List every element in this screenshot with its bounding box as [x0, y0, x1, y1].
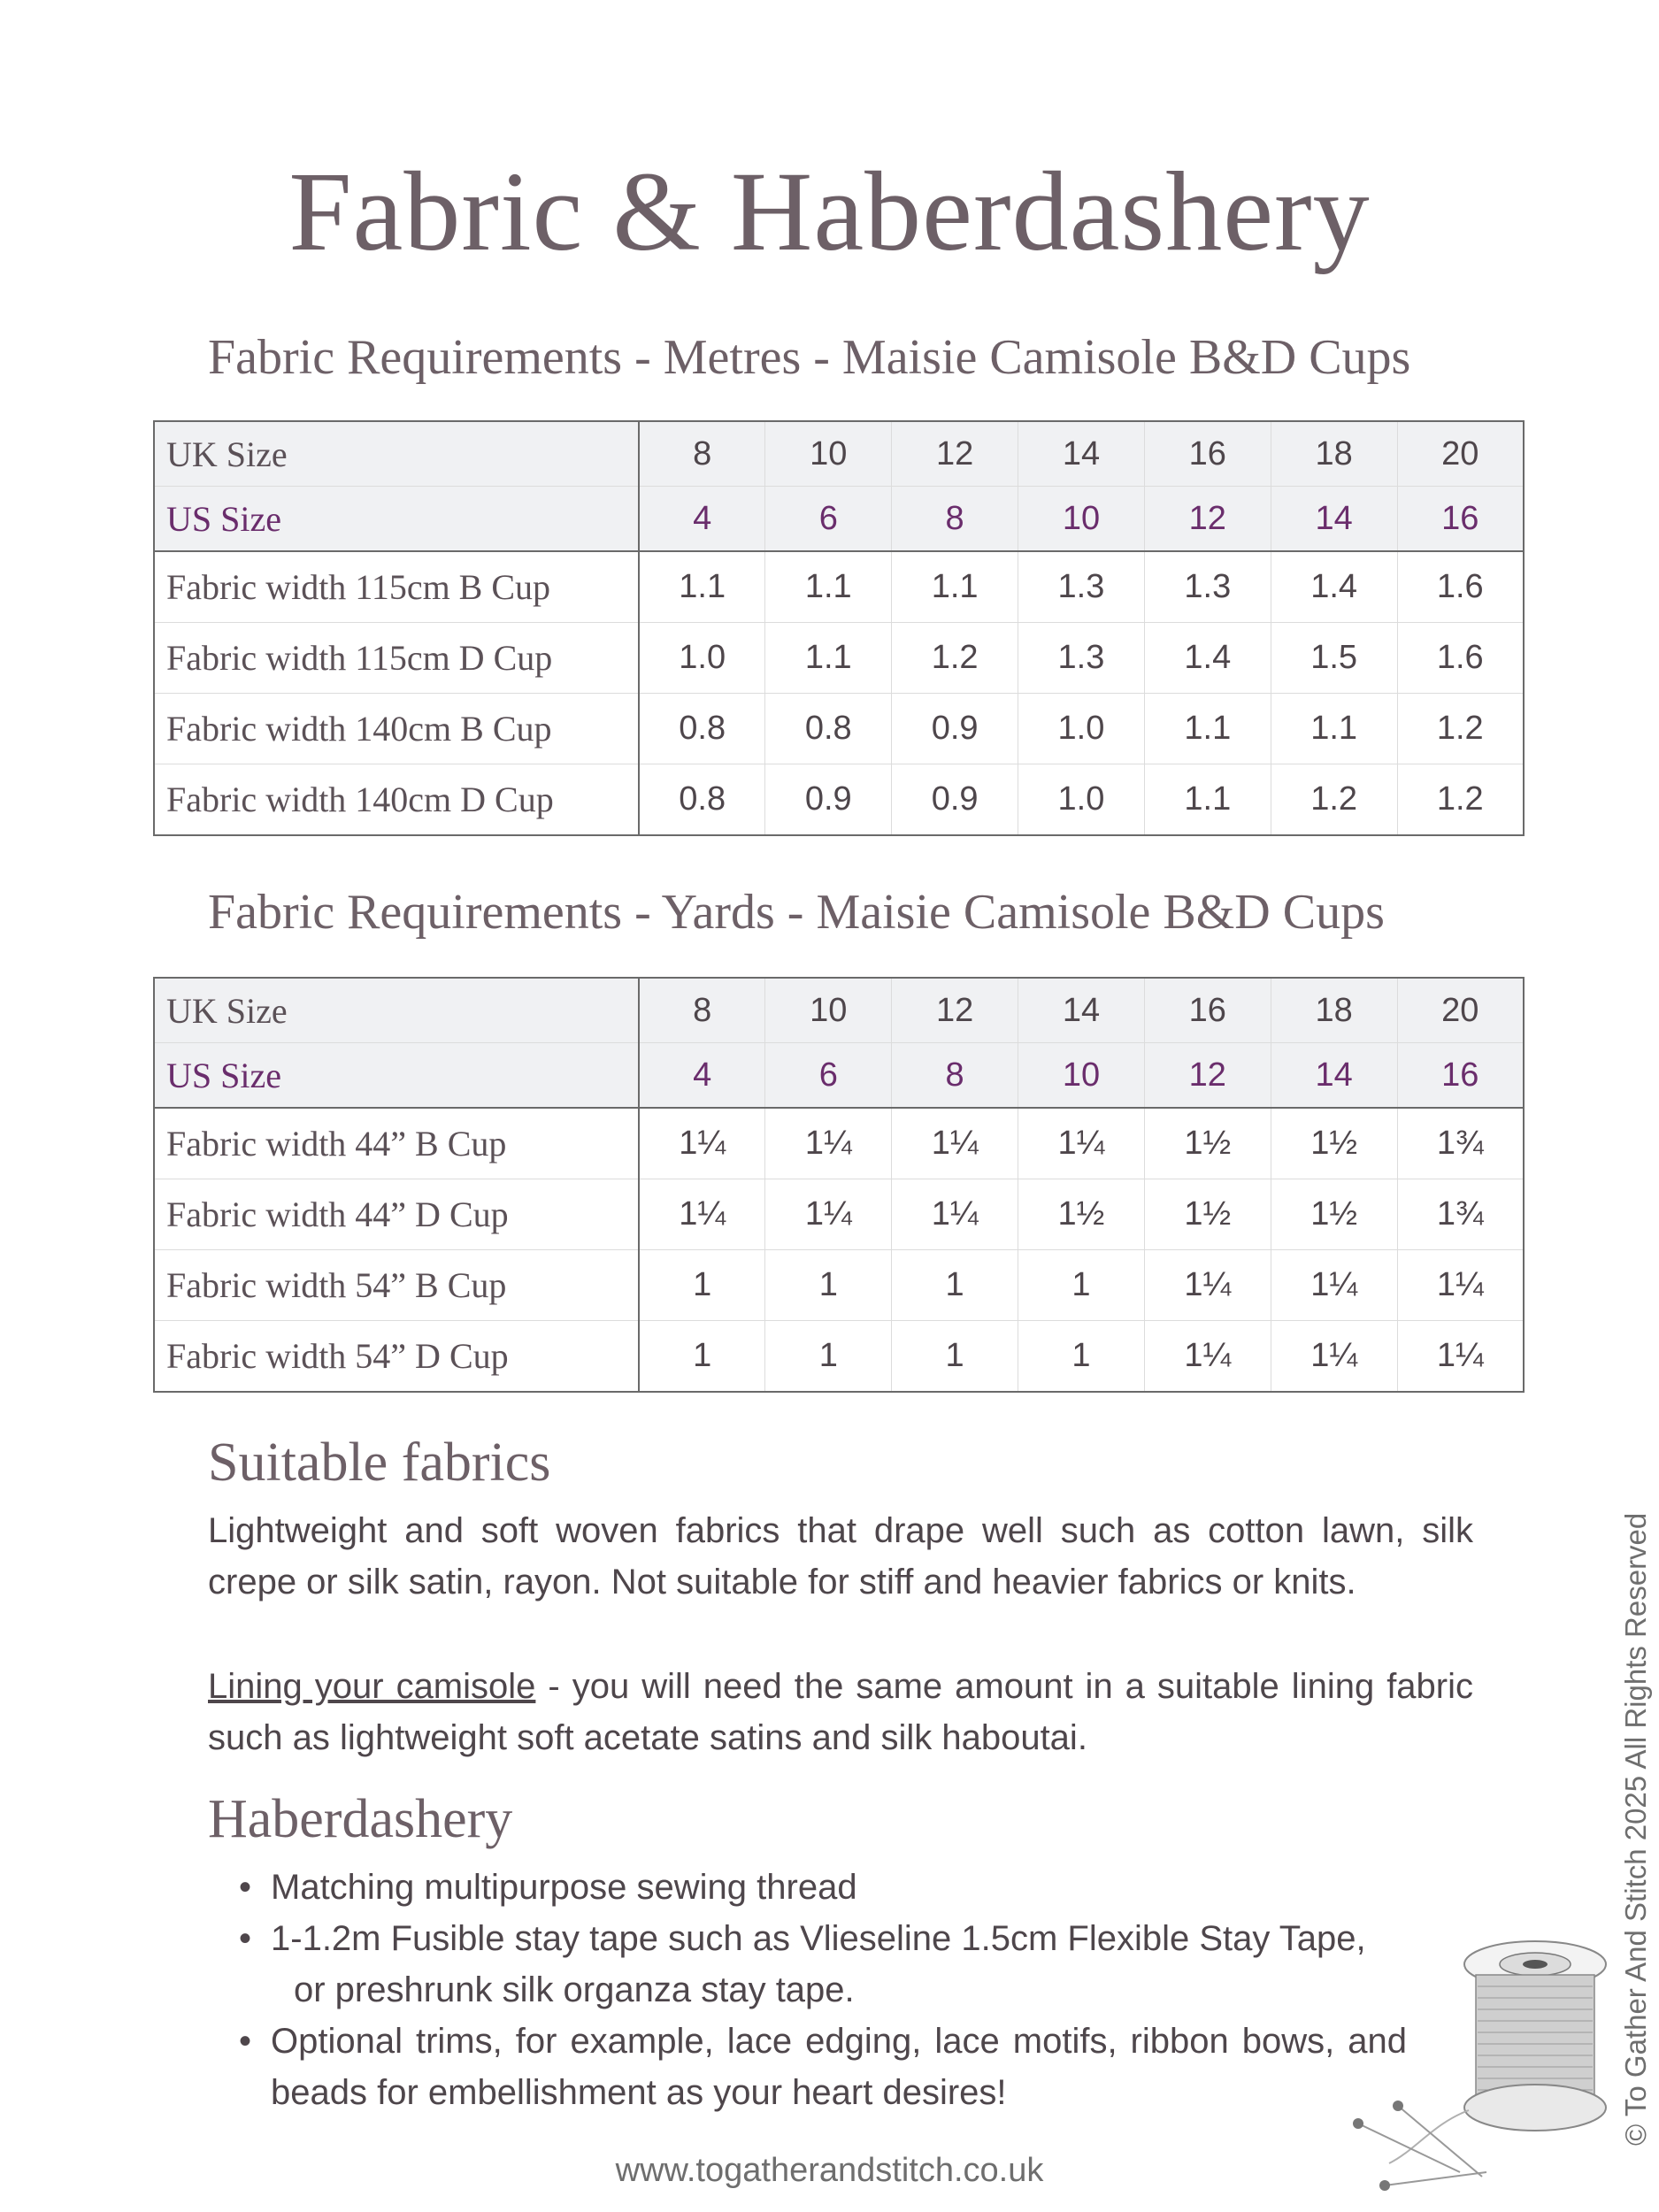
value-cell: 0.8 — [639, 694, 765, 764]
table-row — [154, 764, 1524, 836]
us-size-cell: 4 — [639, 487, 765, 552]
value-cell: 1½ — [1144, 1179, 1271, 1250]
us-size-cell: 8 — [892, 1043, 1018, 1109]
uk-size-label: UK Size — [154, 421, 639, 487]
row-label: Fabric width 54” B Cup — [154, 1250, 639, 1321]
value-cell: 1.0 — [639, 623, 765, 694]
value-cell: 1½ — [1144, 1108, 1271, 1179]
metres-table-heading: Fabric Requirements - Metres - Maisie Camisole B&D Cups — [208, 330, 1411, 385]
uk-size-row — [154, 421, 1524, 487]
value-cell: 1.0 — [1018, 764, 1145, 836]
uk-size-cell: 16 — [1144, 421, 1271, 487]
value-cell: 1¼ — [1271, 1250, 1397, 1321]
uk-size-row — [154, 978, 1524, 1043]
suitable-fabrics-heading: Suitable fabrics — [208, 1432, 551, 1493]
list-item — [239, 1862, 1407, 1913]
value-cell: 0.8 — [765, 694, 892, 764]
value-cell: 1.0 — [1018, 694, 1145, 764]
us-size-label: US Size — [154, 487, 639, 552]
haberdashery-heading: Haberdashery — [208, 1789, 513, 1849]
value-cell: 1 — [892, 1250, 1018, 1321]
uk-size-cell: 20 — [1397, 978, 1524, 1043]
value-cell: 1¼ — [639, 1179, 765, 1250]
value-cell: 1¼ — [765, 1108, 892, 1179]
row-label: Fabric width 115cm B Cup — [154, 551, 639, 623]
us-size-cell: 16 — [1397, 487, 1524, 552]
list-item-text: Optional trims, for example, lace edging, lace motifs, ribbon bows, and beads for embellishment as your heart desires! — [271, 2022, 1407, 2112]
value-cell: 1 — [639, 1321, 765, 1393]
us-size-cell: 6 — [765, 487, 892, 552]
us-size-label: US Size — [154, 1043, 639, 1109]
value-cell: 1¾ — [1397, 1108, 1524, 1179]
value-cell: 1¼ — [1144, 1321, 1271, 1393]
value-cell: 1.2 — [1397, 764, 1524, 836]
us-size-cell: 6 — [765, 1043, 892, 1109]
list-item-text: Matching multipurpose sewing thread — [271, 1868, 857, 1907]
value-cell: 1.2 — [1397, 694, 1524, 764]
value-cell: 1¼ — [1018, 1108, 1145, 1179]
row-label: Fabric width 140cm B Cup — [154, 694, 639, 764]
value-cell: 1 — [765, 1250, 892, 1321]
lining-link[interactable]: Lining your camisole — [208, 1667, 536, 1706]
metres-requirements-table — [153, 420, 1525, 836]
uk-size-cell: 10 — [765, 421, 892, 487]
uk-size-cell: 14 — [1018, 421, 1145, 487]
lining-text: - you will need the same amount in a suitable lining fabric such as lightweight soft acetate satins and silk haboutai. — [208, 1667, 1473, 1757]
row-label: Fabric width 44” D Cup — [154, 1179, 639, 1250]
uk-size-cell: 10 — [765, 978, 892, 1043]
value-cell: 0.9 — [765, 764, 892, 836]
row-label: Fabric width 54” D Cup — [154, 1321, 639, 1393]
value-cell: 1.4 — [1144, 623, 1271, 694]
value-cell: 0.9 — [892, 764, 1018, 836]
value-cell: 1½ — [1018, 1179, 1145, 1250]
value-cell: 1.2 — [892, 623, 1018, 694]
table-row — [154, 551, 1524, 623]
value-cell: 1.1 — [1144, 764, 1271, 836]
table-row — [154, 1108, 1524, 1179]
value-cell: 1¼ — [892, 1108, 1018, 1179]
value-cell: 0.9 — [892, 694, 1018, 764]
copyright-notice: © To Gather And Stitch 2025 All Rights Reserved — [1619, 1512, 1652, 2146]
us-size-cell: 10 — [1018, 487, 1145, 552]
table-row — [154, 1250, 1524, 1321]
value-cell: 1.1 — [765, 623, 892, 694]
value-cell: 1 — [765, 1321, 892, 1393]
list-item-text: 1-1.2m Fusible stay tape such as Vlieseline 1.5cm Flexible Stay Tape, — [271, 1919, 1366, 1958]
row-label: Fabric width 140cm D Cup — [154, 764, 639, 836]
value-cell: 1.3 — [1018, 551, 1145, 623]
us-size-cell: 14 — [1271, 487, 1397, 552]
us-size-row — [154, 1043, 1524, 1109]
value-cell: 1.5 — [1271, 623, 1397, 694]
us-size-row — [154, 487, 1524, 552]
table-row — [154, 1321, 1524, 1393]
value-cell: 1¼ — [892, 1179, 1018, 1250]
value-cell: 1 — [639, 1250, 765, 1321]
list-item — [239, 2016, 1407, 2118]
value-cell: 1.1 — [765, 551, 892, 623]
value-cell: 1½ — [1271, 1179, 1397, 1250]
value-cell: 1.6 — [1397, 551, 1524, 623]
lining-paragraph — [208, 1661, 1473, 1763]
value-cell: 1.1 — [639, 551, 765, 623]
list-item — [239, 1913, 1407, 2016]
table-row — [154, 1179, 1524, 1250]
value-cell: 1¼ — [765, 1179, 892, 1250]
value-cell: 1.1 — [1271, 694, 1397, 764]
suitable-fabrics-text: Lightweight and soft woven fabrics that drape well such as cotton lawn, silk crepe or silk satin, rayon. Not suitable for stiff and heavier fabrics or knits. — [208, 1511, 1473, 1601]
value-cell: 1.6 — [1397, 623, 1524, 694]
value-cell: 1.1 — [1144, 694, 1271, 764]
value-cell: 0.8 — [639, 764, 765, 836]
uk-size-cell: 14 — [1018, 978, 1145, 1043]
value-cell: 1.1 — [892, 551, 1018, 623]
uk-size-cell: 8 — [639, 978, 765, 1043]
us-size-cell: 4 — [639, 1043, 765, 1109]
table-row — [154, 623, 1524, 694]
uk-size-cell: 12 — [892, 421, 1018, 487]
website-url[interactable]: www.togatherandstitch.co.uk — [615, 2152, 1044, 2189]
value-cell: 1¼ — [1271, 1321, 1397, 1393]
us-size-cell: 12 — [1144, 1043, 1271, 1109]
row-label: Fabric width 115cm D Cup — [154, 623, 639, 694]
value-cell: 1 — [1018, 1321, 1145, 1393]
uk-size-cell: 16 — [1144, 978, 1271, 1043]
us-size-cell: 12 — [1144, 487, 1271, 552]
value-cell: 1¼ — [1397, 1321, 1524, 1393]
uk-size-cell: 18 — [1271, 978, 1397, 1043]
value-cell: 1¼ — [1397, 1250, 1524, 1321]
value-cell: 1.4 — [1271, 551, 1397, 623]
uk-size-cell: 12 — [892, 978, 1018, 1043]
value-cell: 1¼ — [639, 1108, 765, 1179]
value-cell: 1½ — [1271, 1108, 1397, 1179]
table-row — [154, 694, 1524, 764]
list-item-continuation: or preshrunk silk organza stay tape. — [294, 1970, 855, 2009]
us-size-cell: 14 — [1271, 1043, 1397, 1109]
value-cell: 1¼ — [1144, 1250, 1271, 1321]
uk-size-label: UK Size — [154, 978, 639, 1043]
us-size-cell: 10 — [1018, 1043, 1145, 1109]
page-title: Fabric & Haberdashery — [288, 149, 1371, 274]
value-cell: 1.3 — [1018, 623, 1145, 694]
haberdashery-list — [239, 1862, 1407, 2118]
value-cell: 1.2 — [1271, 764, 1397, 836]
uk-size-cell: 20 — [1397, 421, 1524, 487]
uk-size-cell: 8 — [639, 421, 765, 487]
value-cell: 1.3 — [1144, 551, 1271, 623]
value-cell: 1¾ — [1397, 1179, 1524, 1250]
value-cell: 1 — [1018, 1250, 1145, 1321]
us-size-cell: 8 — [892, 487, 1018, 552]
value-cell: 1 — [892, 1321, 1018, 1393]
yards-table-heading: Fabric Requirements - Yards - Maisie Camisole B&D Cups — [208, 885, 1385, 940]
uk-size-cell: 18 — [1271, 421, 1397, 487]
yards-requirements-table — [153, 977, 1525, 1393]
us-size-cell: 16 — [1397, 1043, 1524, 1109]
row-label: Fabric width 44” B Cup — [154, 1108, 639, 1179]
